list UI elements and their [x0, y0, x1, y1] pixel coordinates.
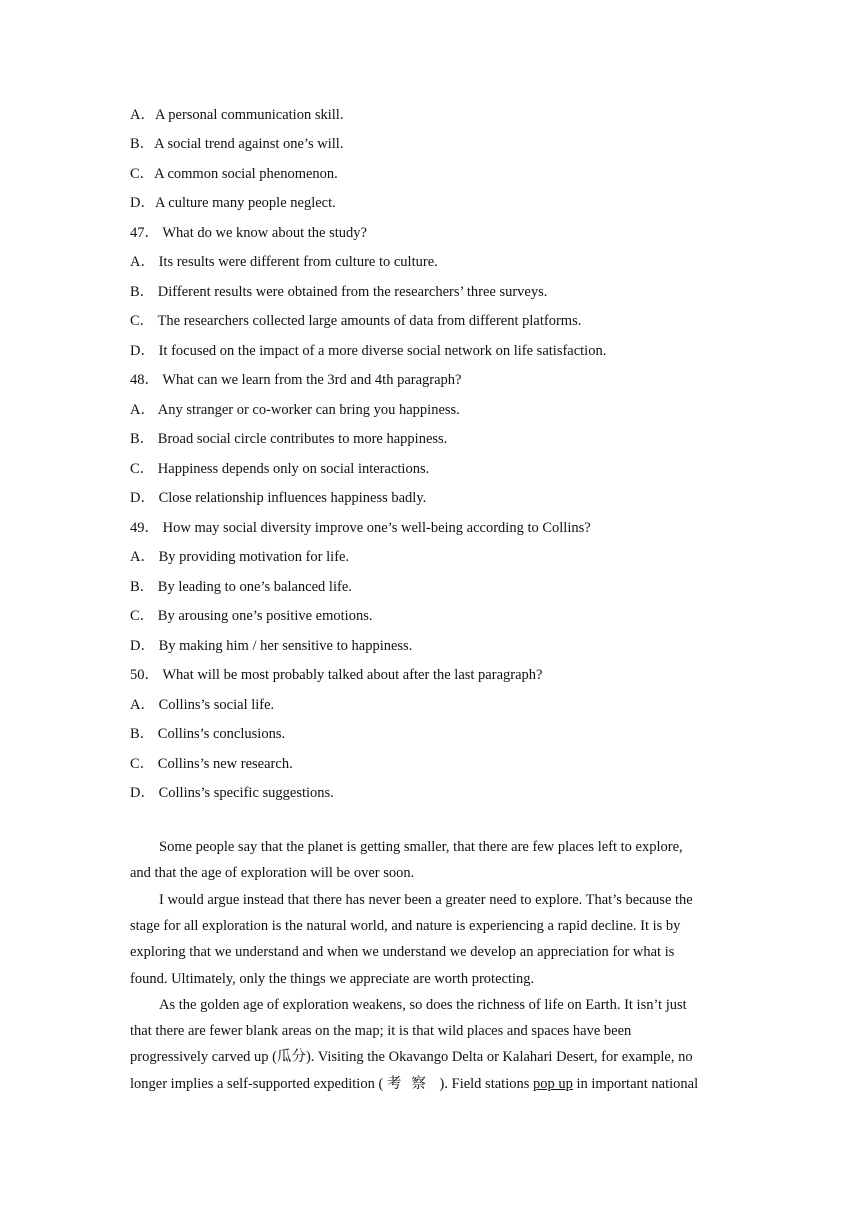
question-48: 48． What can we learn from the 3rd and 4th paragraph?	[130, 372, 462, 388]
passage-paragraph-1	[130, 834, 722, 886]
question-47: 47． What do we know about the study?	[130, 225, 367, 241]
option-b-q47: B． Different results were obtained from the researchers’ three surveys.	[130, 284, 548, 300]
option-a-q50: A． Collins’s social life.	[130, 697, 275, 713]
option-d-q48: D． Close relationship influences happiness badly.	[130, 490, 427, 506]
option-d-q46: D．A culture many people neglect.	[130, 195, 336, 211]
passage-paragraph-2	[130, 887, 722, 992]
chinese-gloss: 考察	[386, 1075, 436, 1092]
text-segment: longer implies a self-supported expedition (	[130, 1075, 384, 1092]
option-b-q49: B． By leading to one’s balanced life.	[130, 579, 352, 595]
passage-paragraph-3	[130, 992, 722, 1097]
option-c-q48: C． Happiness depends only on social interactions.	[130, 461, 430, 477]
option-b-q46: B．A social trend against one’s will.	[130, 136, 344, 152]
option-a-q46: A．A personal communication skill.	[130, 107, 344, 123]
option-a-q49: A． By providing motivation for life.	[130, 549, 350, 565]
underlined-phrase: pop up	[533, 1075, 573, 1092]
passage-line: that there are fewer blank areas on the map; it is that wild places and spaces have been	[130, 1023, 632, 1040]
passage-line: I would argue instead that there has never been a greater need to explore. That’s because the	[159, 892, 693, 908]
passage-line: found. Ultimately, only the things we appreciate are worth protecting.	[130, 970, 535, 987]
option-d-q47: D． It focused on the impact of a more diverse social network on life satisfaction.	[130, 343, 607, 359]
passage-line: As the golden age of exploration weakens, so does the richness of life on Earth. It isn’t just	[159, 997, 687, 1013]
passage-line-last	[130, 1071, 722, 1097]
passage-line: stage for all exploration is the natural world, and nature is experiencing a rapid decline. It is by	[130, 918, 681, 935]
option-b-q50: B． Collins’s conclusions.	[130, 726, 286, 742]
option-c-q50: C． Collins’s new research.	[130, 756, 293, 772]
passage-line: and that the age of exploration will be over soon.	[130, 865, 415, 882]
option-a-q47: A． Its results were different from culture to culture.	[130, 254, 438, 270]
option-c-q46: C．A common social phenomenon.	[130, 166, 338, 182]
passage-line: Some people say that the planet is getting smaller, that there are few places left to explore,	[159, 839, 683, 855]
option-c-q49: C． By arousing one’s positive emotions.	[130, 608, 373, 624]
option-d-q50: D． Collins’s specific suggestions.	[130, 785, 334, 801]
option-b-q48: B． Broad social circle contributes to more happiness.	[130, 431, 448, 447]
text-segment: in important national	[572, 1075, 699, 1092]
option-d-q49: D． By making him / her sensitive to happiness.	[130, 638, 413, 654]
passage-line: progressively carved up (瓜分). Visiting the Okavango Delta or Kalahari Desert, for example, no	[130, 1049, 693, 1066]
option-c-q47: C． The researchers collected large amounts of data from different platforms.	[130, 313, 582, 329]
question-50: 50． What will be most probably talked about after the last paragraph?	[130, 667, 543, 683]
question-49: 49． How may social diversity improve one’s well-being according to Collins?	[130, 520, 591, 536]
option-a-q48: A． Any stranger or co-worker can bring you happiness.	[130, 402, 460, 418]
text-segment: ). Field stations	[439, 1075, 533, 1092]
passage-line: exploring that we understand and when we understand we develop an appreciation for what is	[130, 944, 675, 961]
